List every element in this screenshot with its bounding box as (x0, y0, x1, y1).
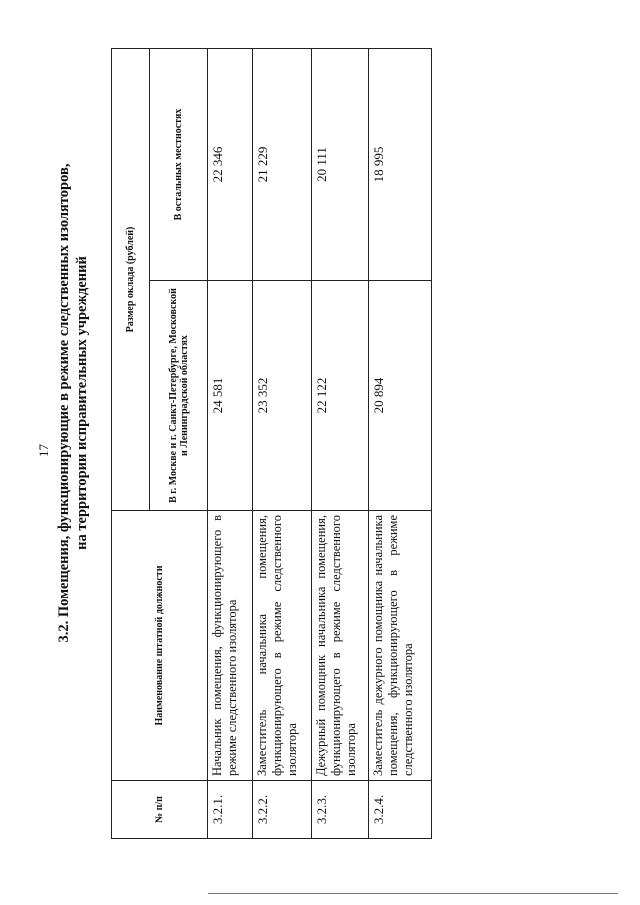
table-row (312, 49, 369, 839)
scan-edge-line (208, 893, 618, 894)
header-other: В остальных местностях (150, 49, 208, 281)
salary-moscow: 22 122 (312, 281, 369, 511)
header-name: Наименование штатной должности (112, 511, 208, 781)
salary-other: 20 111 (312, 49, 369, 281)
header-moscow: В г. Москве и г. Санкт-Петербурге, Московской и Ленинградской областях (150, 281, 208, 511)
salary-table (111, 48, 432, 839)
row-number: 3.2.4. (369, 781, 432, 839)
position-name: Заместитель дежурного помощника начальника помещения, функционирующего в режиме следственного изолятора (369, 511, 432, 781)
position-name: Дежурный помощник начальника помещения, функционирующего в режиме следственного изолятора (312, 511, 369, 781)
row-number: 3.2.1. (208, 781, 253, 839)
title-line-1: 3.2. Помещения, функционирующие в режиме следственных изоляторов, (56, 163, 72, 643)
row-number: 3.2.3. (312, 781, 369, 839)
salary-other: 22 346 (208, 49, 253, 281)
title-line-2: на территории исправительных учреждений (74, 256, 90, 550)
page-number: 17 (36, 444, 51, 457)
table-row (369, 49, 432, 839)
salary-other: 18 995 (369, 49, 432, 281)
position-name: Заместитель начальника помещения, функционирующего в режиме следственного изолятора (253, 511, 312, 781)
table-row (208, 49, 253, 839)
salary-moscow: 24 581 (208, 281, 253, 511)
salary-moscow: 23 352 (253, 281, 312, 511)
position-name: Начальник помещения, функционирующего в режиме следственного изолятора (208, 511, 253, 781)
header-salary: Размер оклада (рублей) (112, 49, 150, 511)
header-no: № п/п (112, 781, 208, 839)
table-row (253, 49, 312, 839)
section-title (55, 0, 91, 813)
salary-other: 21 229 (253, 49, 312, 281)
row-number: 3.2.2. (253, 781, 312, 839)
salary-moscow: 20 894 (369, 281, 432, 511)
